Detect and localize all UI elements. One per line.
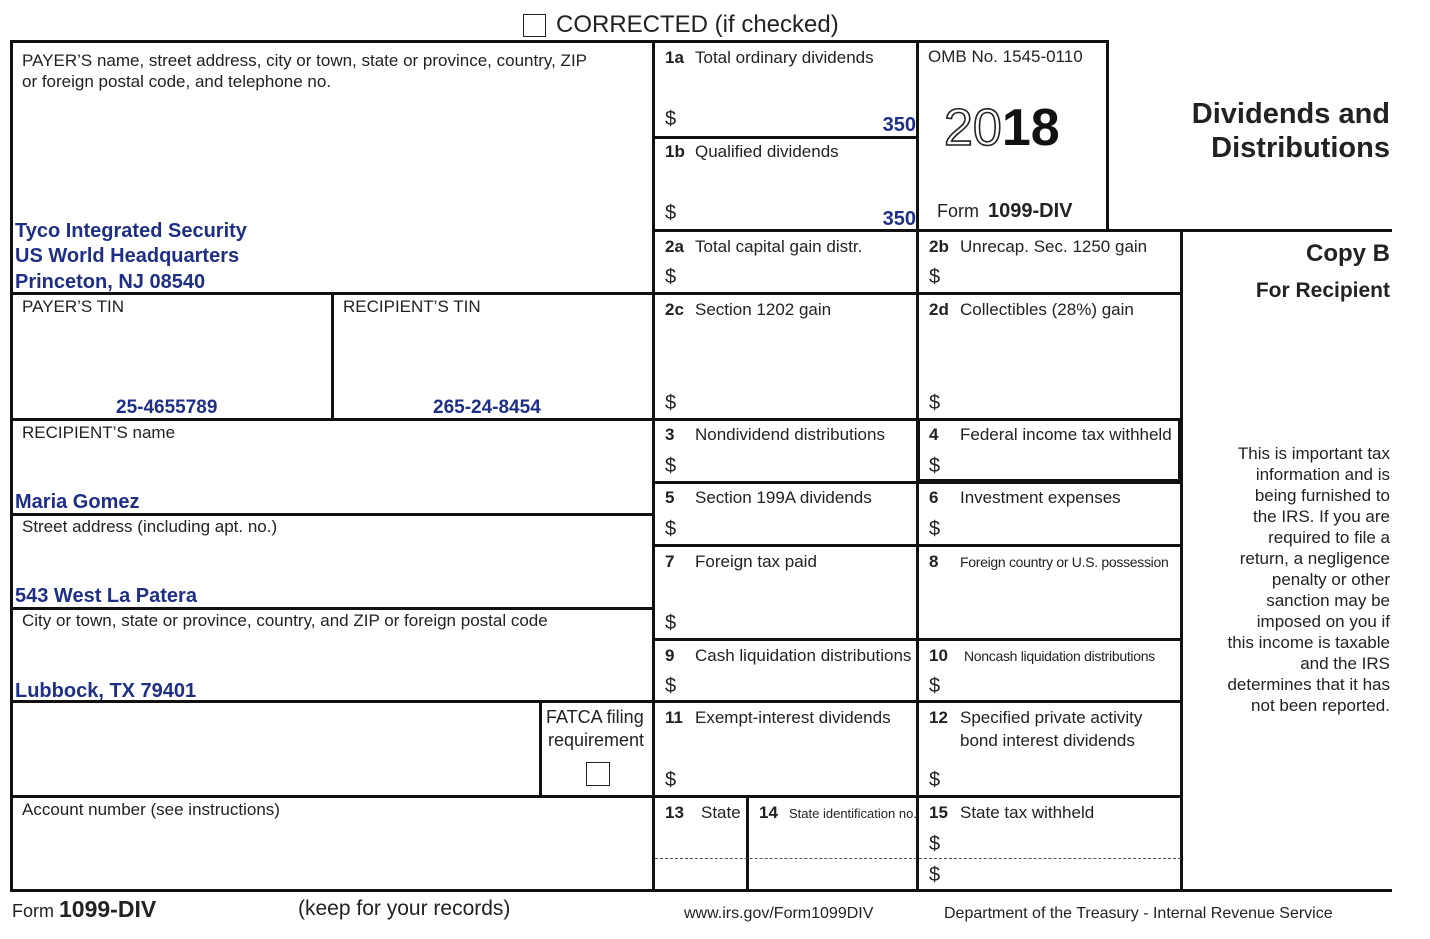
fatca-checkbox[interactable] [586,762,610,786]
recipient-city[interactable]: Lubbock, TX 79401 [15,680,197,702]
box-13-text: State [701,803,741,822]
notice-line: the IRS. If you are [1252,507,1390,526]
box-14-number: 14 [759,803,778,822]
box-6-text: Investment expenses [960,488,1121,507]
notice-line: imposed on you if [1256,612,1390,631]
footer-dept: Department of the Treasury - Internal Revenue Service [944,905,1333,922]
box-9-text: Cash liquidation distributions [695,646,912,665]
box-1a-dollar: $ [665,108,677,130]
omb-form-prefix: Form [937,201,979,221]
box-1a-label [665,47,874,68]
box-2a-number: 2a [665,237,684,256]
box-1b-dollar: $ [665,202,677,224]
box-1a-value[interactable]: 350 [882,114,916,136]
box-4-number: 4 [929,425,939,444]
box-1b-number: 1b [665,142,685,161]
corrected-label: CORRECTED (if checked) [556,11,839,38]
payer-address[interactable]: US World Headquarters [15,245,240,267]
box-13-number: 13 [665,803,684,822]
box-6-label [929,487,1121,508]
notice-line: required to file a [1268,528,1390,547]
box-9-dollar: $ [665,675,677,697]
box-13-label [665,802,741,823]
box-5-text: Section 199A dividends [695,488,872,507]
recipient-tin-value[interactable]: 265-24-8454 [433,397,541,418]
recipient-name-label: RECIPIENT’S name [22,423,176,442]
box-11-text: Exempt-interest dividends [695,708,891,727]
box-2b-dollar: $ [929,266,941,288]
city-label: City or town, state or province, country, and ZIP or foreign postal code [22,611,548,630]
line-omb-bottom [653,229,1392,232]
box-8-text: Foreign country or U.S. possession [960,554,1169,570]
box-10-number: 10 [929,646,948,665]
box-15-dollar-2: $ [929,864,941,886]
recipient-tin-label: RECIPIENT’S TIN [343,297,481,316]
fatca-label-line1: FATCA filing [546,707,644,727]
divider-fatca [539,702,542,798]
box-11-number: 11 [665,708,683,727]
box-1a-text: Total ordinary dividends [695,48,874,67]
tax-year-bold: 18 [1001,99,1060,157]
box-7-label [665,551,817,572]
box-14-label [759,802,917,824]
box-5-number: 5 [665,488,675,507]
notice-line: not been reported. [1251,696,1390,715]
box-14-text: State identification no. [789,806,917,821]
divider-payer-right [652,40,655,892]
box-2b-label [929,236,1147,257]
box-8-number: 8 [929,552,939,571]
box-2d-text: Collectibles (28%) gain [960,300,1134,319]
copy-b-label: Copy B [1306,240,1390,267]
box-6-number: 6 [929,488,939,507]
box-2b-number: 2b [929,237,949,256]
omb-form-label [937,201,1073,222]
box-12-dollar: $ [929,769,941,791]
tax-year-light: 20 [944,99,1002,157]
box-10-label [929,645,1155,667]
box-9-label [665,645,911,666]
street-label: Street address (including apt. no.) [22,517,278,536]
box-15-dollar-1: $ [929,833,941,855]
box-15-label [929,802,1094,823]
box-2c-dollar: $ [665,392,677,414]
notice-line: This is important tax [1237,444,1390,463]
notice-line: this income is taxable [1227,633,1390,652]
footer-keep: (keep for your records) [298,897,511,920]
box-12-text-line1: Specified private activity [960,708,1143,727]
payer-name[interactable]: Tyco Integrated Security [15,220,247,242]
divider-right [1180,229,1183,892]
box-3-text: Nondividend distributions [695,425,885,444]
form-left-border [10,40,13,892]
box-15-number: 15 [929,803,948,822]
omb-number: OMB No. 1545-0110 [928,47,1083,66]
notice-line: penalty or other [1271,570,1390,589]
box-11-dollar: $ [665,769,677,791]
notice-line: being furnished to [1254,486,1390,505]
line-row11-bottom [11,795,1183,798]
tax-year [944,98,1060,158]
footer-form-label [12,896,156,924]
box-4-label [929,424,1172,445]
box-10-text: Noncash liquidation distributions [964,648,1155,664]
box-12-number: 12 [929,708,948,727]
box-2b-text: Unrecap. Sec. 1250 gain [960,237,1148,256]
box-2c-label [665,299,831,320]
box-12-label-line2: bond interest dividends [960,731,1135,750]
account-label: Account number (see instructions) [22,800,280,819]
form-top-border [11,40,1109,43]
notice-line: sanction may be [1266,591,1390,610]
box-12-label [929,707,1142,728]
box-7-number: 7 [665,552,675,571]
divider-13-14 [746,796,749,892]
form-bottom-border [11,889,1392,892]
box-3-number: 3 [665,425,675,444]
corrected-checkbox[interactable] [523,14,546,37]
recipient-street[interactable]: 543 West La Patera [15,585,197,607]
footer-url[interactable]: www.irs.gov/Form1099DIV [684,905,874,922]
box-1b-text: Qualified dividends [695,142,839,161]
state-dashed-line [655,858,1181,859]
box-1a-number: 1a [665,48,684,67]
divider-tin [331,293,334,420]
box-1b-value[interactable]: 350 [882,208,916,230]
payer-tin-label: PAYER’S TIN [22,297,125,316]
box-15-text: State tax withheld [960,803,1095,822]
box-2d-number: 2d [929,300,949,319]
notice-line: return, a negligence [1239,549,1390,568]
box-2d-dollar: $ [929,392,941,414]
footer-form-name: 1099-DIV [59,896,157,922]
box-7-dollar: $ [665,612,677,634]
line-row5-bottom [653,544,1183,547]
box-7-text: Foreign tax paid [695,552,817,571]
form-title-line1: Dividends and [1191,98,1390,130]
box-1b-label [665,141,839,162]
box-3-label [665,424,885,445]
box-5-label [665,487,872,508]
box-11-label [665,707,891,728]
divider-omb-right [1106,40,1109,231]
box-4-dollar: $ [929,455,941,477]
payer-label-line2: or foreign postal code, and telephone no. [22,72,332,91]
for-recipient-label: For Recipient [1255,279,1390,302]
notice-text [1192,443,1390,716]
footer-form-prefix: Form [12,901,54,921]
recipient-name[interactable]: Maria Gomez [15,491,140,513]
box-9-number: 9 [665,646,675,665]
line-row7-bottom [653,638,1183,641]
box-2d-label [929,299,1134,320]
box-5-dollar: $ [665,518,677,540]
box-6-dollar: $ [929,518,941,540]
box-4-text: Federal income tax withheld [960,425,1172,444]
notice-line: and the IRS [1300,654,1390,673]
form-title-line2: Distributions [1211,132,1390,164]
box-2c-text: Section 1202 gain [695,300,832,319]
notice-line: information and is [1255,465,1390,484]
box-3-dollar: $ [665,455,677,477]
notice-line: determines that it has [1227,675,1390,694]
box-2c-number: 2c [665,300,684,319]
fatca-label-line2: requirement [548,730,645,750]
payer-tin-value[interactable]: 25-4655789 [116,397,218,418]
box-2a-text: Total capital gain distr. [695,237,863,256]
payer-city[interactable]: Princeton, NJ 08540 [15,271,206,293]
payer-label-line1: PAYER’S name, street address, city or town, state or province, country, ZIP [22,51,588,70]
box-10-dollar: $ [929,675,941,697]
box-8-label [929,551,1168,573]
box-2a-label [665,236,862,257]
omb-form-name: 1099-DIV [988,200,1073,222]
box-2a-dollar: $ [665,266,677,288]
